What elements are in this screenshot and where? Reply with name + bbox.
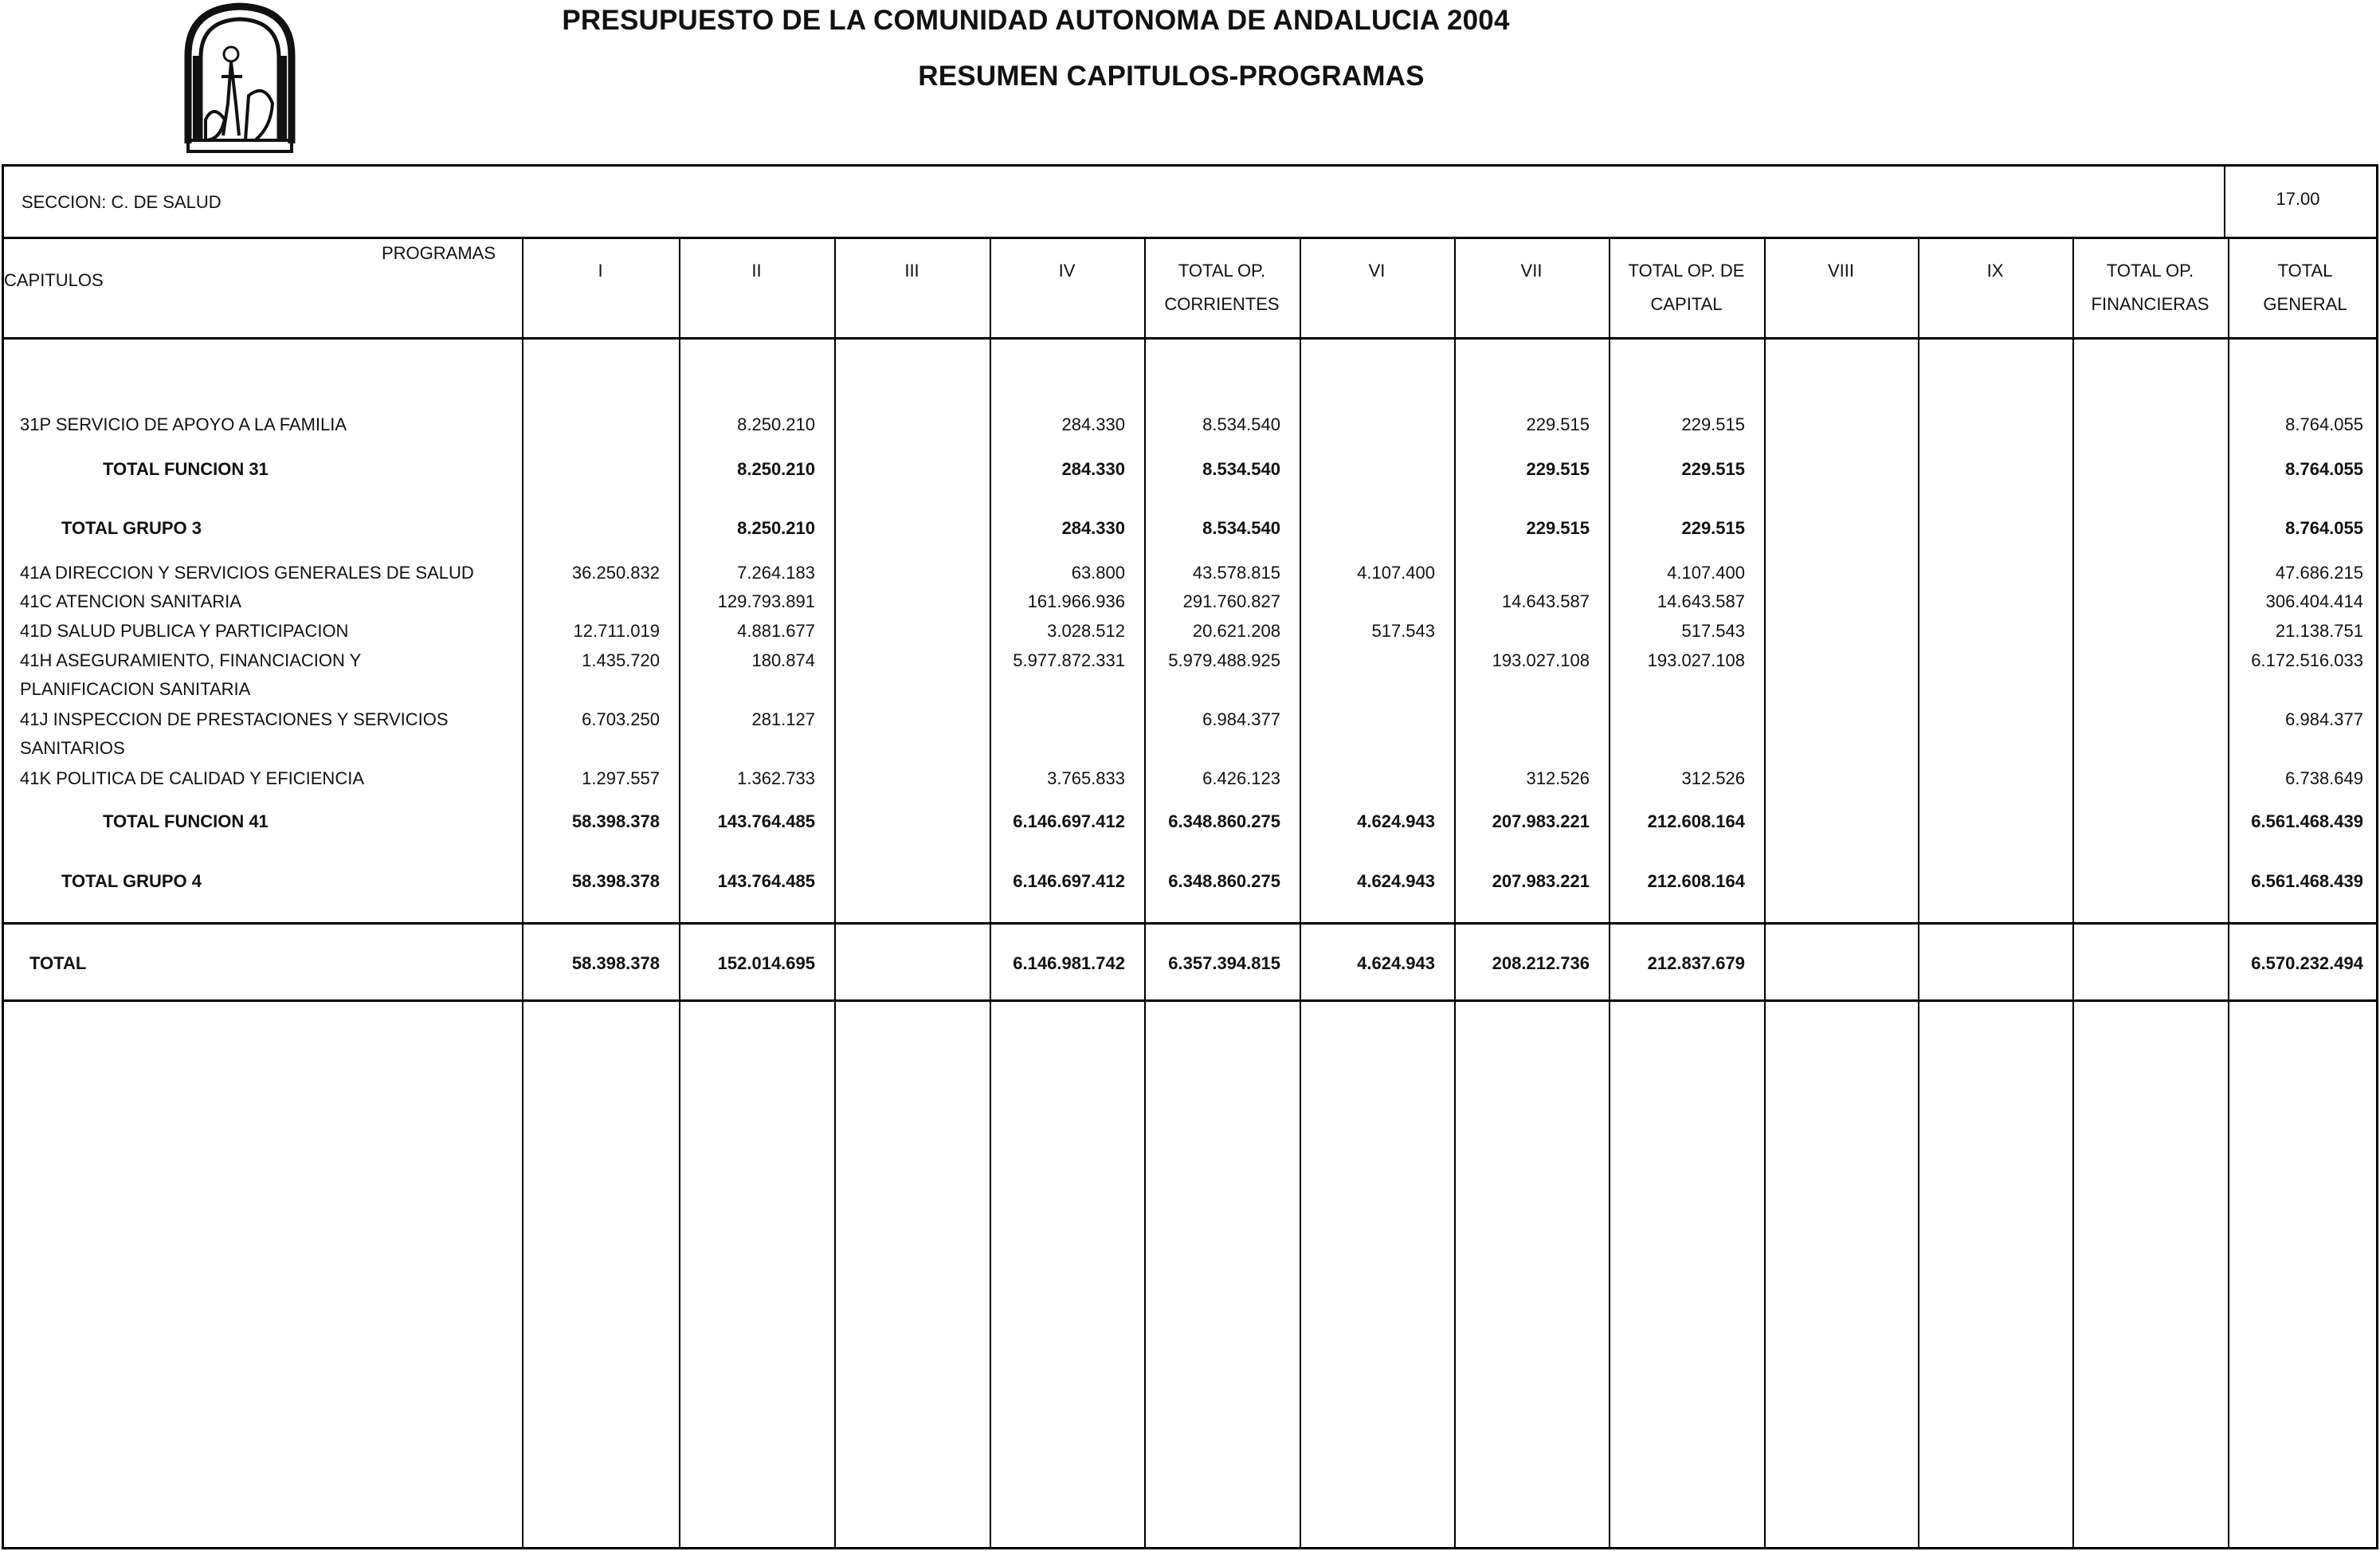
table-cell: 6.146.697.412 — [1013, 811, 1125, 831]
column-header-line2 — [1300, 288, 1454, 321]
column-header-line2 — [522, 288, 679, 321]
column-header — [990, 254, 1144, 321]
table-rule — [4, 922, 2376, 925]
row-label — [61, 514, 202, 543]
row-label — [103, 455, 269, 484]
row-label-line1: 41D SALUD PUBLICA Y PARTICIPACION — [20, 621, 349, 641]
column-header-line1: TOTAL OP. DE — [1628, 261, 1745, 281]
table-cell: 14.643.587 — [1657, 591, 1745, 611]
table-cell: 281.127 — [751, 709, 815, 729]
table-cell: 5.979.488.925 — [1168, 650, 1280, 670]
table-cell: 43.578.815 — [1192, 563, 1280, 583]
table-cell: 284.330 — [1061, 459, 1125, 479]
column-header — [1609, 254, 1764, 321]
table-cell: 5.977.872.331 — [1013, 650, 1125, 670]
table-cell: 229.515 — [1526, 518, 1590, 538]
table-cell: 229.515 — [1681, 518, 1745, 538]
table-cell: 212.608.164 — [1647, 871, 1745, 891]
column-rule — [1764, 238, 1766, 1547]
table-cell: 193.027.108 — [1647, 650, 1745, 670]
table-cell: 58.398.378 — [571, 811, 660, 831]
row-label-line1: TOTAL FUNCION 31 — [103, 459, 269, 479]
table-cell: 1.297.557 — [582, 768, 660, 788]
table-cell: 6.984.377 — [1202, 709, 1280, 729]
budget-table — [2, 164, 2378, 1549]
table-cell: 143.764.485 — [717, 871, 815, 891]
table-cell: 207.983.221 — [1492, 811, 1590, 831]
table-cell: 207.983.221 — [1492, 871, 1590, 891]
table-cell: 12.711.019 — [573, 621, 660, 641]
row-label-line1: TOTAL GRUPO 4 — [61, 871, 202, 891]
programas-header: PROGRAMAS — [382, 243, 496, 263]
table-cell: 8.534.540 — [1202, 414, 1280, 434]
table-cell: 36.250.832 — [571, 563, 660, 583]
table-cell: 6.738.649 — [2285, 768, 2363, 788]
andalucia-coat-of-arms-icon — [182, 0, 298, 156]
row-label-line1: TOTAL GRUPO 3 — [61, 518, 202, 538]
total-cell: 6.570.232.494 — [2251, 953, 2363, 973]
column-header-line1: IV — [1058, 261, 1076, 281]
section-divider — [2224, 167, 2225, 238]
table-cell: 8.250.210 — [737, 459, 815, 479]
table-cell: 4.107.400 — [1667, 563, 1745, 583]
table-cell: 229.515 — [1526, 414, 1590, 434]
column-header-line2: FINANCIERAS — [2091, 294, 2209, 314]
table-cell: 312.526 — [1526, 768, 1590, 788]
row-label-line1: 31P SERVICIO DE APOYO A LA FAMILIA — [20, 414, 347, 434]
column-header-line1: I — [598, 261, 603, 281]
table-cell: 4.624.943 — [1357, 811, 1435, 831]
table-cell: 8.764.055 — [2285, 518, 2363, 538]
column-header-line1: VII — [1520, 261, 1543, 281]
total-row-label: TOTAL — [29, 953, 87, 973]
table-cell: 312.526 — [1681, 768, 1745, 788]
table-cell: 20.621.208 — [1192, 621, 1280, 641]
capitulos-header: CAPITULOS — [4, 270, 104, 290]
column-header-line1: II — [751, 261, 762, 281]
row-label — [103, 807, 269, 836]
section-code: 17.00 — [2276, 189, 2320, 209]
total-cell: 208.212.736 — [1492, 953, 1590, 973]
column-header-line2 — [1918, 288, 2072, 321]
column-header — [2228, 254, 2380, 321]
table-cell: 306.404.414 — [2265, 591, 2363, 611]
table-cell: 6.348.860.275 — [1168, 871, 1280, 891]
table-cell: 6.426.123 — [1202, 768, 1280, 788]
row-label — [20, 617, 348, 646]
table-cell: 193.027.108 — [1492, 650, 1590, 670]
total-cell: 6.146.981.742 — [1013, 953, 1125, 973]
column-header — [2072, 254, 2228, 321]
table-cell: 8.534.540 — [1202, 518, 1280, 538]
table-cell: 58.398.378 — [571, 871, 660, 891]
column-header — [1454, 254, 1609, 321]
column-header-line2 — [834, 288, 990, 321]
total-cell: 6.357.394.815 — [1168, 953, 1280, 973]
table-cell: 284.330 — [1061, 518, 1125, 538]
table-cell: 6.348.860.275 — [1168, 811, 1280, 831]
table-cell: 6.561.468.439 — [2251, 871, 2363, 891]
column-header-line2: CAPITAL — [1650, 294, 1723, 314]
table-cell: 3.765.833 — [1047, 768, 1125, 788]
row-label-line1: 41K POLITICA DE CALIDAD Y EFICIENCIA — [20, 768, 364, 788]
table-cell: 1.362.733 — [737, 768, 815, 788]
table-cell: 4.107.400 — [1357, 563, 1435, 583]
table-cell: 517.543 — [1371, 621, 1435, 641]
row-label — [20, 587, 241, 616]
row-label-line2: PLANIFICACION SANITARIA — [20, 679, 251, 699]
table-cell: 180.874 — [751, 650, 815, 670]
column-rule — [2072, 238, 2074, 1547]
column-header-line1: VI — [1368, 261, 1386, 281]
row-label-line1: 41C ATENCION SANITARIA — [20, 591, 241, 611]
row-label — [20, 764, 364, 793]
table-cell: 229.515 — [1681, 459, 1745, 479]
total-cell: 4.624.943 — [1357, 953, 1435, 973]
table-cell: 6.703.250 — [582, 709, 660, 729]
table-rule — [4, 237, 2376, 239]
table-cell: 291.760.827 — [1182, 591, 1280, 611]
table-cell: 47.686.215 — [2275, 563, 2363, 583]
table-cell: 8.534.540 — [1202, 459, 1280, 479]
table-cell: 8.250.210 — [737, 414, 815, 434]
table-cell: 161.966.936 — [1027, 591, 1125, 611]
column-header-line1: TOTAL OP. — [2106, 261, 2194, 281]
column-header-line2 — [1764, 288, 1918, 321]
column-header-line1: VIII — [1827, 261, 1854, 281]
section-label: SECCION: C. DE SALUD — [22, 192, 222, 212]
table-cell: 6.561.468.439 — [2251, 811, 2363, 831]
table-cell: 517.543 — [1681, 621, 1745, 641]
column-header-line2 — [1454, 288, 1609, 321]
column-header — [1300, 254, 1454, 321]
table-cell: 14.643.587 — [1501, 591, 1590, 611]
table-rule — [4, 337, 2376, 340]
table-cell: 4.624.943 — [1357, 871, 1435, 891]
column-header — [1918, 254, 2072, 321]
table-cell: 7.264.183 — [737, 563, 815, 583]
column-rule — [834, 238, 836, 1547]
column-header — [1764, 254, 1918, 321]
table-rule — [4, 999, 2376, 1002]
column-header — [834, 254, 990, 321]
table-cell: 4.881.677 — [737, 621, 815, 641]
table-cell: 229.515 — [1526, 459, 1590, 479]
column-rule — [1918, 238, 1919, 1547]
row-label-line1: TOTAL FUNCION 41 — [103, 811, 269, 831]
row-label — [20, 646, 361, 704]
column-header — [679, 254, 834, 321]
table-cell: 143.764.485 — [717, 811, 815, 831]
total-cell: 212.837.679 — [1647, 953, 1745, 973]
row-label-line2: SANITARIOS — [20, 738, 125, 758]
table-cell: 212.608.164 — [1647, 811, 1745, 831]
column-header-line2 — [679, 288, 834, 321]
table-cell: 21.138.751 — [2275, 621, 2363, 641]
column-header — [522, 254, 679, 321]
total-cell: 152.014.695 — [717, 953, 815, 973]
table-cell: 229.515 — [1681, 414, 1745, 434]
document-title: PRESUPUESTO DE LA COMUNIDAD AUTONOMA DE ANDALUCIA 2004 — [562, 5, 1510, 36]
total-cell: 58.398.378 — [571, 953, 660, 973]
table-cell: 8.764.055 — [2285, 459, 2363, 479]
document-subtitle: RESUMEN CAPITULOS-PROGRAMAS — [918, 61, 1425, 92]
column-header-line1: TOTAL OP. — [1178, 261, 1266, 281]
table-cell: 284.330 — [1061, 414, 1125, 434]
column-header-line1: TOTAL — [2277, 261, 2333, 281]
table-cell: 8.764.055 — [2285, 414, 2363, 434]
row-label — [20, 410, 347, 439]
column-header-line2 — [990, 288, 1144, 321]
table-cell: 8.250.210 — [737, 518, 815, 538]
column-header-line2: CORRIENTES — [1164, 294, 1280, 314]
row-label-line1: 41J INSPECCION DE PRESTACIONES Y SERVICIOS — [20, 709, 449, 729]
table-cell: 6.146.697.412 — [1013, 871, 1125, 891]
table-cell: 63.800 — [1071, 563, 1125, 583]
table-cell: 129.793.891 — [717, 591, 815, 611]
row-label — [20, 559, 474, 587]
column-header-line1: III — [904, 261, 919, 281]
table-cell: 6.172.516.033 — [2251, 650, 2363, 670]
table-cell: 6.984.377 — [2285, 709, 2363, 729]
row-label — [20, 705, 449, 763]
column-header-line2: GENERAL — [2263, 294, 2347, 314]
row-label-line1: 41A DIRECCION Y SERVICIOS GENERALES DE SALUD — [20, 563, 474, 583]
table-cell: 1.435.720 — [582, 650, 660, 670]
column-header-line1: IX — [1986, 261, 2004, 281]
row-label-line1: 41H ASEGURAMIENTO, FINANCIACION Y — [20, 650, 362, 670]
table-cell: 3.028.512 — [1047, 621, 1125, 641]
row-label — [61, 867, 202, 896]
column-header — [1144, 254, 1300, 321]
